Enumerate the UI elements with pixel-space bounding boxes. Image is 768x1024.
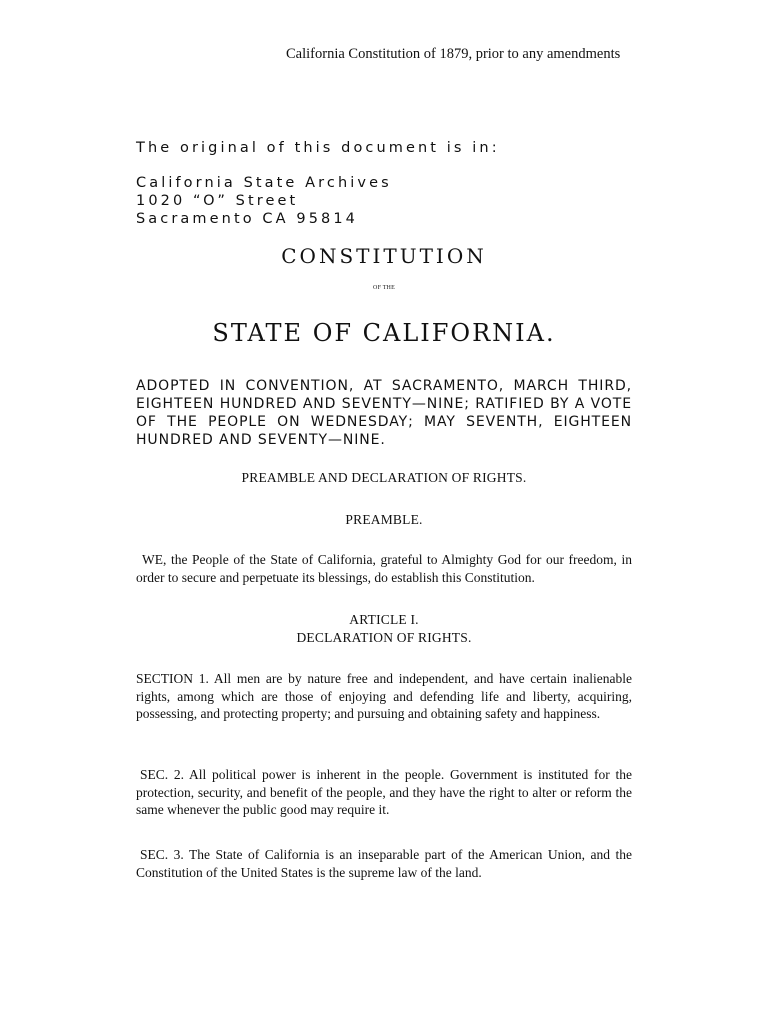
preamble-heading: PREAMBLE. xyxy=(345,512,423,527)
archive-intro: The original of this document is in: xyxy=(136,140,500,156)
preamble-and-declaration-heading: PREAMBLE AND DECLARATION OF RIGHTS. xyxy=(241,470,527,485)
archive-location-block xyxy=(136,139,500,228)
adoption-statement: ADOPTED IN CONVENTION, AT SACRAMENTO, MARCH THIRD, EIGHTEEN HUNDRED AND SEVENTY—NINE; RATIFIED BY A VOTE OF THE PEOPLE ON WEDNESDAY; MAY SEVENTH, EIGHTEEN HUNDRED AND SEVENTY—NINE. xyxy=(136,378,632,448)
section-3: SEC. 3. The State of California is an inseparable part of the American Union, and the Constitution of the United States is the supreme law of the land. xyxy=(136,847,632,880)
title-state-of-california: STATE OF CALIFORNIA. xyxy=(212,319,556,347)
preamble-text: WE, the People of the State of California, grateful to Almighty God for our freedom, in order to secure and perpetuate its blessings, do establish this Constitution. xyxy=(136,552,632,585)
running-header: California Constitution of 1879, prior to any amendments xyxy=(286,46,621,62)
title-constitution: CONSTITUTION xyxy=(281,244,487,268)
article-subheading: DECLARATION OF RIGHTS. xyxy=(296,630,472,645)
archive-name: California State Archives xyxy=(136,175,392,191)
archive-city: Sacramento CA 95814 xyxy=(136,211,358,227)
section-1: SECTION 1. All men are by nature free and independent, and have certain inalienable rights, among which are those of enjoying and defending life and liberty, acquiring, possessing, and protecting property; and pursuing and obtaining safety and happiness. xyxy=(136,671,632,721)
title-of-the: OF THE xyxy=(373,285,395,291)
section-2: SEC. 2. All political power is inherent in the people. Government is instituted for the protection, security, and benefit of the people, and they have the right to alter or reform the same whenever the public good may require it. xyxy=(136,767,632,817)
archive-street: 1020 “O” Street xyxy=(136,193,299,209)
article-heading: ARTICLE I. xyxy=(349,612,419,627)
